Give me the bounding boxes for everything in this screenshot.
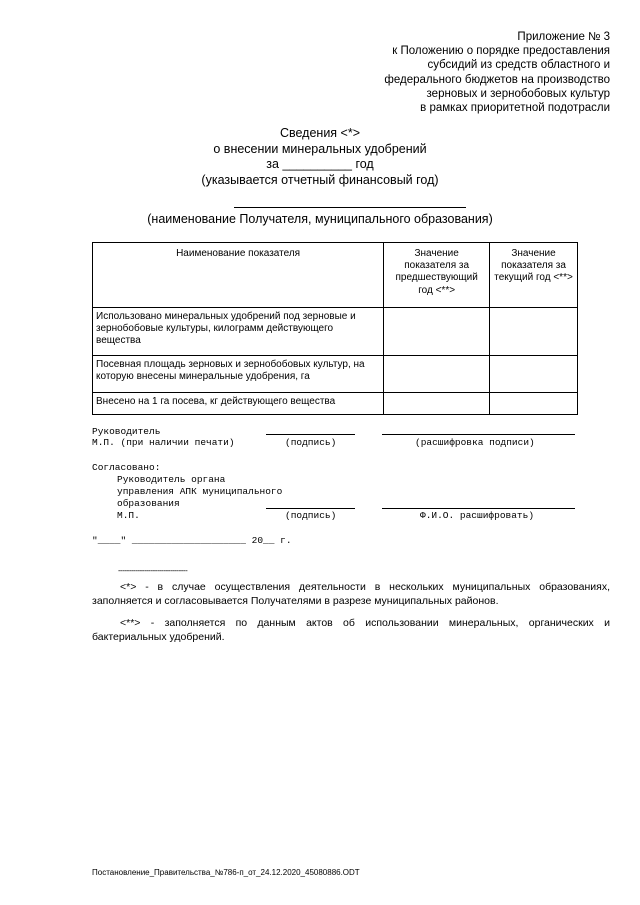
appendix-line: в рамках приоритетной подотрасли: [420, 102, 610, 115]
document-footer: Постановление_Правительства_№786-п_от_24.12.2020_45080886.ODT: [92, 868, 360, 877]
fio-caption: Ф.И.О. расшифровать): [420, 510, 535, 521]
title-line: (указывается отчетный финансовый год): [201, 172, 439, 187]
decoding-line: [382, 434, 575, 435]
previous-year-value: [384, 393, 490, 415]
indicator-name: Внесено на 1 га посева, кг действующего вещества: [93, 393, 384, 415]
agency-line: управления АПК муниципального: [117, 486, 283, 497]
indicator-name: Посевная площадь зерновых и зернобобовых культур, на которую внесены минеральные удобрения, га: [93, 356, 384, 393]
footnote-separator: --------------------------------: [118, 566, 188, 575]
appendix-line: к Положению о порядке предоставления: [392, 45, 610, 58]
signature-caption: (подпись): [285, 510, 337, 521]
header-previous-year: Значение показателя за предшествующий год <**>: [384, 243, 490, 308]
footnote-2: <**> - заполняется по данным актов об использовании минеральных, органических и бактериальных удобрений.: [92, 617, 610, 643]
recipient-caption: (наименование Получателя, муниципального образования): [147, 212, 493, 226]
title-line: о внесении минеральных удобрений: [213, 141, 427, 156]
agency-line: Руководитель органа: [117, 474, 226, 485]
table-row: [93, 308, 578, 356]
stamp-label: М.П. (при наличии печати): [92, 437, 235, 448]
agency-line: образования: [117, 498, 180, 509]
decoding-caption: (расшифровка подписи): [415, 437, 535, 448]
current-year-value: [490, 356, 578, 393]
table-row: [93, 393, 578, 415]
header-indicator-name: Наименование показателя: [93, 243, 384, 308]
signature-line: [266, 508, 355, 509]
agreed-label: Согласовано:: [92, 462, 161, 473]
title-line: за __________ год: [266, 157, 374, 171]
document-title: [0, 126, 640, 188]
table-row: [93, 356, 578, 393]
previous-year-value: [384, 356, 490, 393]
table-header-row: [93, 243, 578, 308]
title-line: Сведения <*>: [279, 126, 361, 140]
previous-year-value: [384, 308, 490, 356]
current-year-value: [490, 393, 578, 415]
recipient-blank-line: [234, 207, 466, 208]
appendix-line: зерновых и зернобобовых культур: [426, 87, 610, 100]
indicators-table: [92, 242, 578, 415]
appendix-line: субсидий из средств областного и: [427, 59, 610, 72]
stamp-label: М.П.: [117, 510, 140, 521]
head-label: Руководитель: [92, 426, 161, 437]
date-line: "____" ____________________ 20__ г.: [92, 535, 292, 546]
signature-caption: (подпись): [285, 437, 337, 448]
appendix-line: Приложение № 3: [517, 31, 610, 43]
appendix-line: федерального бюджетов на производство: [384, 73, 610, 86]
decoding-line: [382, 508, 575, 509]
footnote-1: <*> - в случае осуществления деятельности в нескольких муниципальных образованиях, заполняется и согласовывается Получателями в разрезе муниципальных районов.: [92, 581, 610, 607]
signature-line: [266, 434, 355, 435]
current-year-value: [490, 308, 578, 356]
indicator-name: Использовано минеральных удобрений под зерновые и зернобобовые культуры, килограмм действующего вещества: [93, 308, 384, 356]
appendix-header: [310, 30, 610, 115]
header-current-year: Значение показателя за текущий год <**>: [490, 243, 578, 308]
